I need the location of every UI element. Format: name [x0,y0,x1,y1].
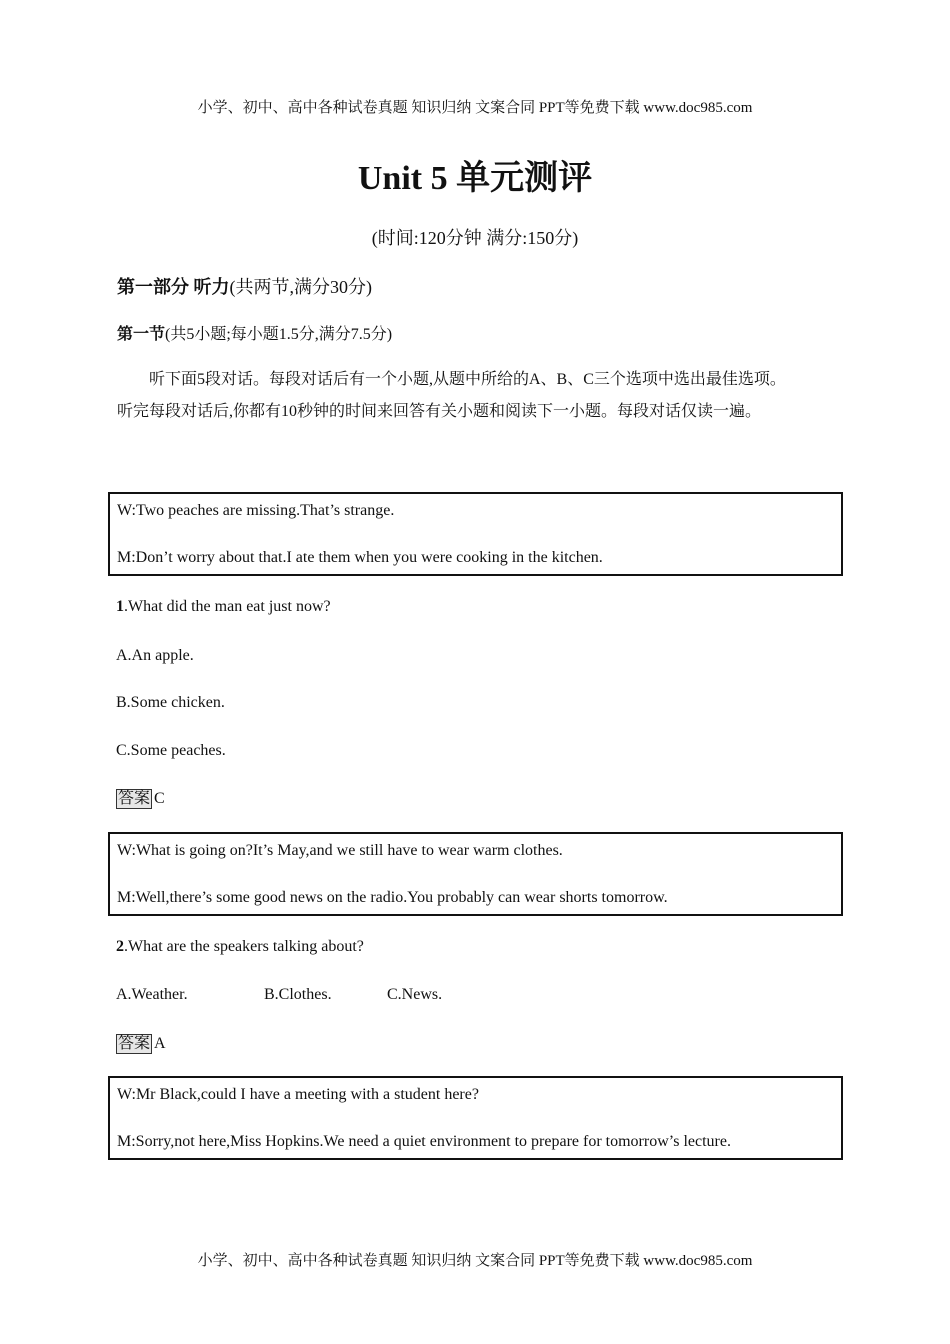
dialogue-line-m: M:Sorry,not here,Miss Hopkins.We need a quiet environment to prepare for tomorrow’s lecture. [117,1133,731,1150]
dialogue-line-m: M:Don’t worry about that.I ate them when you were cooking in the kitchen. [117,549,603,566]
question-1 [116,598,331,616]
dialogue-line-w: W:Two peaches are missing.That’s strange. [117,502,395,519]
answer-value: C [154,790,165,807]
section-note: (共5小题;每小题1.5分,满分7.5分) [165,326,393,343]
part-heading [117,273,372,299]
dialogue-box-1 [108,492,843,576]
instructions [117,364,837,428]
question-text: .What are the speakers talking about? [124,938,364,955]
option-c: C.News. [387,986,443,1003]
section-heading [117,321,392,344]
exam-info: (时间:120分钟 满分:150分) [371,228,579,248]
instructions-line-1: 听下面5段对话。每段对话后有一个小题,从题中所给的A、B、C三个选项中选出最佳选项。 [149,371,786,388]
option-a: A.Weather. [116,986,188,1003]
answer-label: 答案 [118,1035,151,1052]
dialogue-box-3 [108,1076,843,1160]
dialogue-box-2 [108,832,843,916]
question-2 [116,938,364,956]
option-b: B.Clothes. [264,986,332,1003]
dialogue-line-w: W:Mr Black,could I have a meeting with a student here? [117,1086,479,1103]
answer-1 [116,789,165,809]
question-number: 1 [116,598,124,615]
dialogue-line-w: W:What is going on?It’s May,and we still have to wear warm clothes. [117,842,563,859]
page-footer: 小学、初中、高中各种试卷真题 知识归纳 文案合同 PPT等免费下载 www.doc985.com [197,1253,753,1269]
part-note: (共两节,满分30分) [229,277,372,297]
section-name: 第一节 [117,326,166,343]
question-number: 2 [116,938,124,955]
option-c: C.Some peaches. [116,742,226,759]
instructions-line-2: 听完每段对话后,你都有10秒钟的时间来回答有关小题和阅读下一小题。每段对话仅读一遍。 [117,403,762,420]
answer-label: 答案 [118,790,151,807]
question-text: .What did the man eat just now? [124,598,331,615]
page-title: Unit 5 单元测评 [357,160,593,197]
answer-value: A [154,1035,166,1052]
option-b: B.Some chicken. [116,694,225,711]
dialogue-line-m: M:Well,there’s some good news on the radio.You probably can wear shorts tomorrow. [117,889,668,906]
option-a: A.An apple. [116,647,194,664]
page-header: 小学、初中、高中各种试卷真题 知识归纳 文案合同 PPT等免费下载 www.doc985.com [197,100,753,116]
answer-2 [116,1034,166,1054]
part-name: 第一部分 听力 [117,277,230,297]
